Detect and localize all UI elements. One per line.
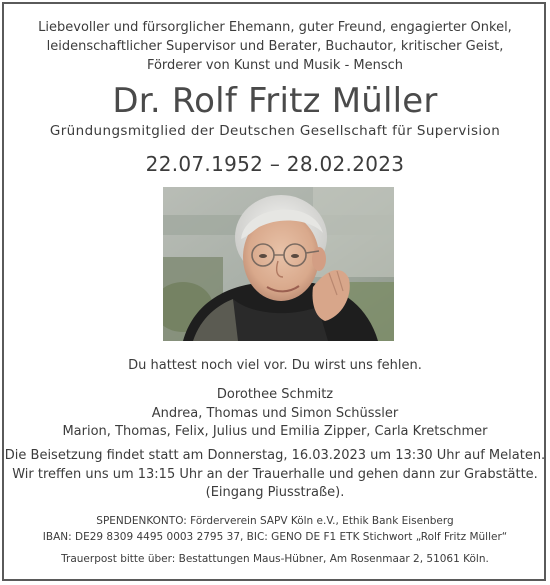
intro-text [0, 18, 550, 75]
intro-line: Förderer von Kunst und Musik - Mensch [146, 58, 404, 73]
deceased-name: Dr. Rolf Fritz Müller [112, 81, 438, 121]
intro-line: Liebevoller und fürsorglicher Ehemann, guter Freund, engagierter Onkel, [38, 20, 512, 35]
donation-line: SPENDENKONTO: Förderverein SAPV Köln e.V., Ethik Bank Eisenberg [96, 515, 454, 527]
farewell-quote: Du hattest noch viel vor. Du wirst uns fehlen. [128, 358, 422, 373]
funeral-line: Wir treffen uns um 13:15 Uhr an der Trauerhalle und gehen dann zur Grabstätte. [12, 466, 538, 482]
mourners-list [0, 386, 550, 442]
mourner-line: Dorothee Schmitz [216, 387, 334, 402]
mourner-line: Marion, Thomas, Felix, Julius und Emilia Zipper, Carla Kretschmer [62, 424, 488, 439]
donation-account [0, 513, 550, 545]
condolence-address: Trauerpost bitte über: Bestattungen Maus-Hübner, Am Rosenmaar 2, 51061 Köln. [61, 553, 489, 565]
portrait-image [163, 187, 394, 341]
portrait-photo [163, 187, 394, 341]
deceased-subtitle: Gründungsmitglied der Deutschen Gesellschaft für Supervision [49, 123, 501, 139]
intro-line: leidenschaftlicher Supervisor und Berater, Buchautor, kritischer Geist, [46, 39, 504, 54]
funeral-info [0, 447, 550, 503]
donation-line: IBAN: DE29 8309 4495 0003 2795 37, BIC: GENO DE F1 ETK Stichwort „Rolf Fritz Müller“ [42, 531, 508, 543]
funeral-line: (Eingang Piusstraße). [205, 485, 345, 500]
life-dates: 22.07.1952 – 28.02.2023 [145, 152, 405, 176]
funeral-line: Die Beisetzung findet statt am Donnerstag, 16.03.2023 um 13:30 Uhr auf Melaten. [4, 448, 546, 463]
mourner-line: Andrea, Thomas und Simon Schüssler [151, 405, 399, 421]
